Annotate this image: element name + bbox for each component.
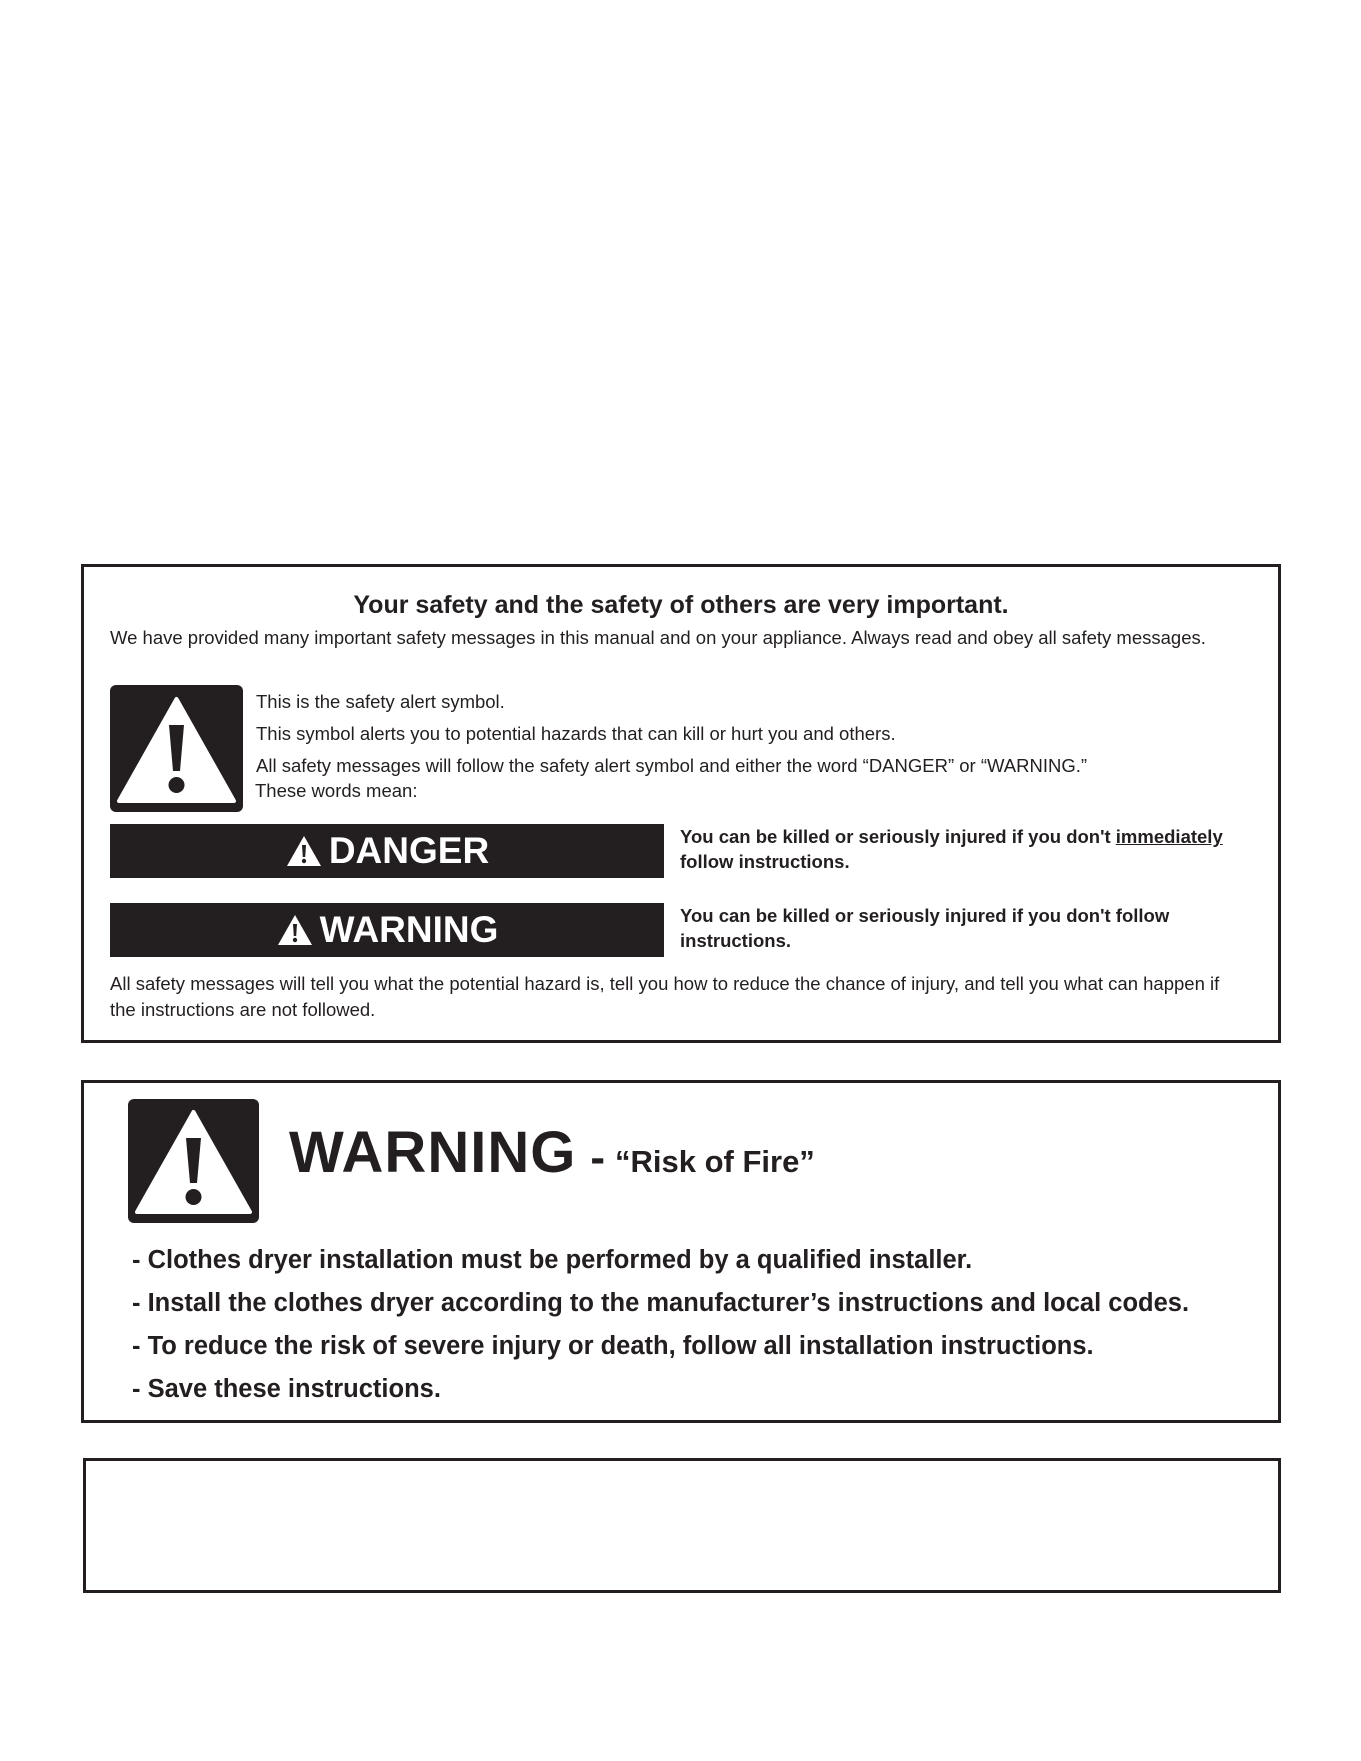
warning-label: WARNING [319,909,499,950]
fire-warning-signal-word: WARNING [289,1120,577,1185]
fire-warning-box [81,1080,1281,1423]
alert-follow-line: All safety messages will follow the safety alert symbol and either the word “DANGER” or “WARNING.” [256,755,1088,776]
fire-warning-list [132,1243,1189,1415]
alert-hazard-line: This symbol alerts you to potential hazards that can kill or hurt you and others. [256,723,896,744]
warning-description: You can be killed or seriously injured if you don't follow instructions. [680,905,1170,951]
fire-warning-subtitle: “Risk of Fire” [614,1144,815,1179]
danger-desc-emphasis: immediately [1115,826,1223,847]
fire-warning-dash: - [590,1133,605,1182]
danger-desc-after: follow instructions. [680,851,850,872]
danger-alert-icon [285,834,323,868]
safety-alert-triangle-icon [110,685,243,812]
danger-description [680,824,1270,874]
warning-signal-bar [110,903,664,957]
safety-alert-triangle-icon [128,1099,259,1223]
list-item: - Save these instructions. [132,1375,441,1403]
safety-information-box [81,564,1281,1043]
list-item: - To reduce the risk of severe injury or death, follow all installation instructions. [132,1332,1094,1360]
fire-warning-title [289,1119,815,1186]
empty-notice-box [83,1458,1281,1593]
warning-alert-icon [276,913,314,947]
list-item: - Clothes dryer installation must be performed by a qualified installer. [132,1246,973,1274]
safety-footer-text: All safety messages will tell you what the potential hazard is, tell you how to reduce the chance of injury, and tell you what can happen if the instructions are not followed. [110,973,1220,1020]
danger-signal-bar [110,824,664,878]
alert-symbol-line: This is the safety alert symbol. [256,691,505,712]
safety-intro-text: We have provided many important safety messages in this manual and on your appliance. Always read and obey all safety messages. [110,627,1206,648]
safety-heading: Your safety and the safety of others are very important. [353,591,1009,619]
list-item: - Install the clothes dryer according to the manufacturer’s instructions and local codes. [132,1289,1190,1317]
danger-label: DANGER [328,830,490,871]
danger-desc-before: You can be killed or seriously injured if you don't [680,826,1116,847]
alert-words-mean-line: These words mean: [255,780,418,801]
